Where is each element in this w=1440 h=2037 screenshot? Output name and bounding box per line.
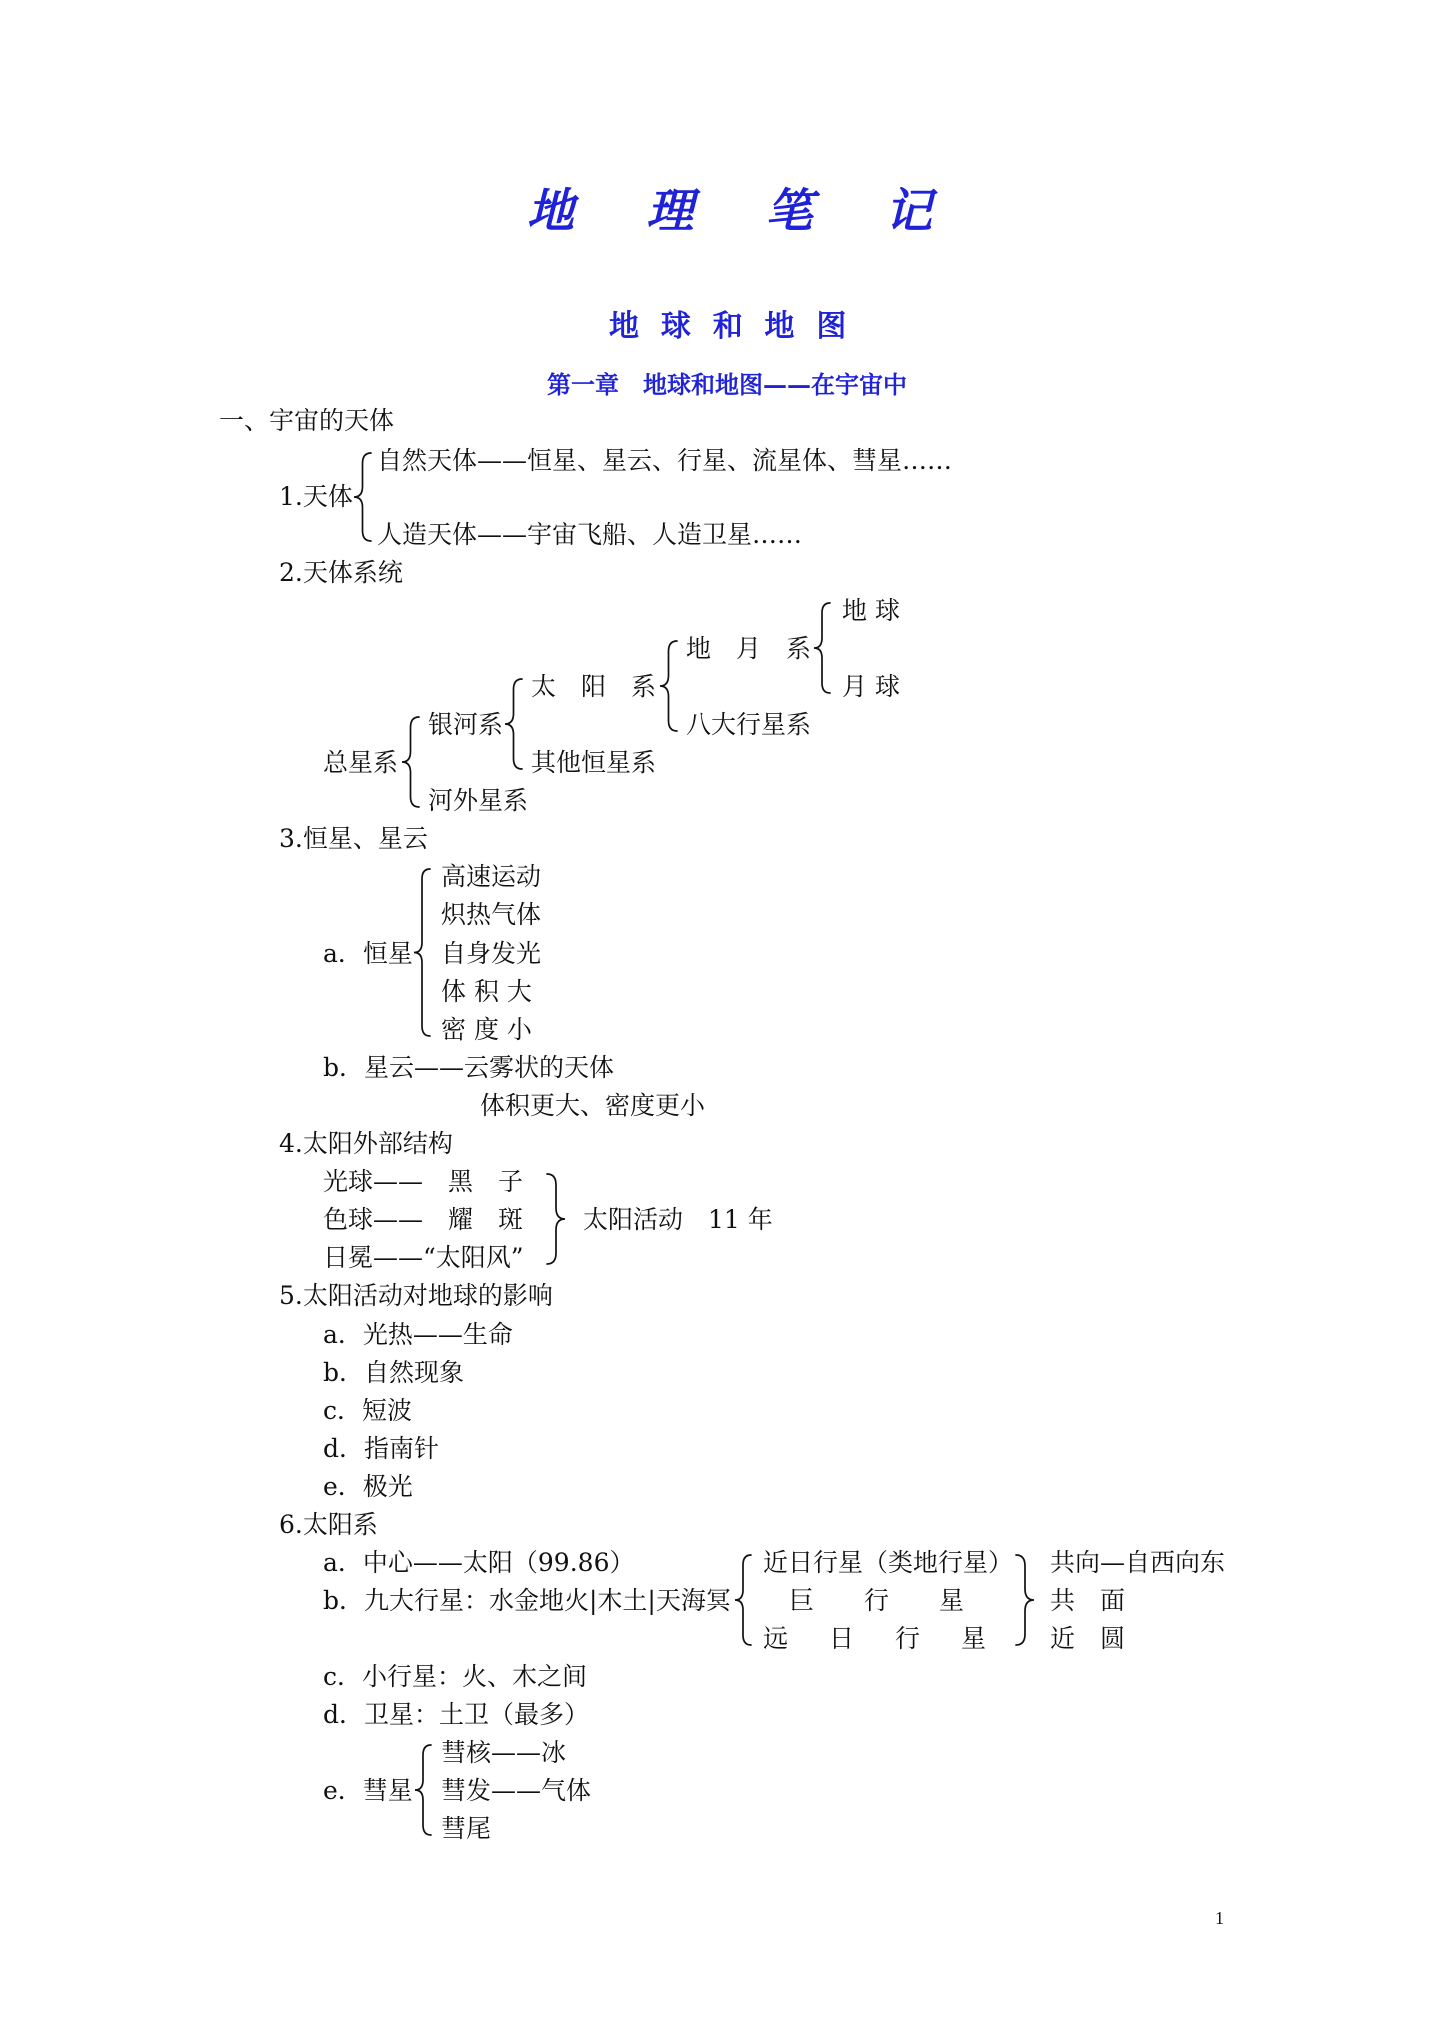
star-trait: 密 度 小 [441, 1015, 532, 1044]
planet-trait: 共 面 [1050, 1586, 1126, 1615]
solar-activity: 太阳活动 11 年 [583, 1205, 773, 1234]
earth-moon-node: 地 月 系 [686, 634, 812, 663]
star-trait: 炽热气体 [441, 900, 542, 929]
comet-part: 彗尾 [441, 1814, 492, 1843]
eight-planets-node: 八大行星系 [686, 710, 812, 739]
comet-part: 彗核——冰 [441, 1738, 567, 1767]
planet-group: 远 日 行 星 [763, 1624, 984, 1653]
sun-effect-item: e．极光 [323, 1472, 413, 1501]
brace-solar-activity [547, 1174, 565, 1264]
celestial-bodies-label: 1.天体 [279, 482, 353, 511]
sun-effect-item: b．自然现象 [323, 1358, 465, 1387]
total-galaxy-node: 总星系 [323, 748, 399, 777]
planet-group: 巨 行 星 [789, 1586, 965, 1615]
asteroids-line: c．小行星：火、木之间 [323, 1662, 588, 1691]
milky-way-node: 银河系 [428, 710, 504, 739]
planet-group: 近日行星（类地行星） [763, 1548, 1014, 1577]
page-title: 地 理 笔 记 [527, 184, 961, 239]
sun-effect-item: a．光热——生命 [323, 1320, 513, 1349]
artificial-bodies: 人造天体——宇宙飞船、人造卫星…… [377, 520, 803, 549]
brace-celestial-bodies [354, 453, 371, 541]
nebula-note: 体积更大、密度更小 [480, 1091, 706, 1120]
nebula-line: b．星云——云雾状的天体 [323, 1053, 615, 1082]
brace-planet-traits [1016, 1555, 1034, 1645]
sun-layer: 色球—— 耀 斑 [323, 1205, 524, 1234]
page-number: 1 [1215, 1908, 1224, 1928]
moon-node: 月 球 [842, 672, 900, 701]
sun-effect-item: d．指南针 [323, 1434, 440, 1463]
comet-label: e．彗星 [323, 1776, 413, 1805]
part-title: 地 球 和 地 图 [609, 309, 853, 344]
other-stars-node: 其他恒星系 [531, 748, 657, 777]
brace-milky-way [505, 679, 522, 769]
star-label: a．恒星 [323, 939, 413, 968]
solar-center: a．中心——太阳（99.86） [323, 1548, 635, 1577]
sun-layer: 光球—— 黑 子 [323, 1167, 524, 1196]
planet-trait: 近 圆 [1050, 1624, 1126, 1653]
sun-effect-item: c．短波 [323, 1396, 413, 1425]
brace-total-galaxy [402, 717, 419, 807]
nine-planets: b．九大行星：水金地火|木土|天海冥 [323, 1586, 731, 1615]
systems-label: 2.天体系统 [279, 558, 403, 587]
earth-node: 地 球 [842, 596, 900, 625]
sun-effects-label: 5.太阳活动对地球的影响 [279, 1281, 553, 1310]
chapter-title: 第一章 地球和地图——在宇宙中 [547, 370, 907, 399]
comet-part: 彗发——气体 [441, 1776, 592, 1805]
brace-earth-moon-system [814, 603, 830, 693]
brace-planet-groups [735, 1555, 751, 1645]
brace-star-traits [414, 869, 430, 1036]
solar-system-label: 6.太阳系 [279, 1510, 378, 1539]
sun-structure-label: 4.太阳外部结构 [279, 1129, 453, 1158]
sun-layer: 日冕——“太阳风” [323, 1243, 524, 1272]
stars-nebulae-label: 3.恒星、星云 [279, 824, 428, 853]
natural-bodies: 自然天体——恒星、星云、行星、流星体、彗星…… [377, 446, 953, 475]
solar-system-node: 太 阳 系 [531, 672, 657, 701]
star-trait: 自身发光 [441, 939, 542, 968]
section-heading: 一、宇宙的天体 [219, 406, 395, 435]
extragalactic-node: 河外星系 [428, 786, 529, 815]
satellites-line: d．卫星：土卫（最多） [323, 1700, 590, 1729]
star-trait: 高速运动 [441, 862, 542, 891]
star-trait: 体 积 大 [441, 977, 532, 1006]
planet-trait: 共向—自西向东 [1050, 1548, 1226, 1577]
brace-comet-parts [415, 1745, 431, 1835]
brace-solar-system [660, 641, 677, 731]
